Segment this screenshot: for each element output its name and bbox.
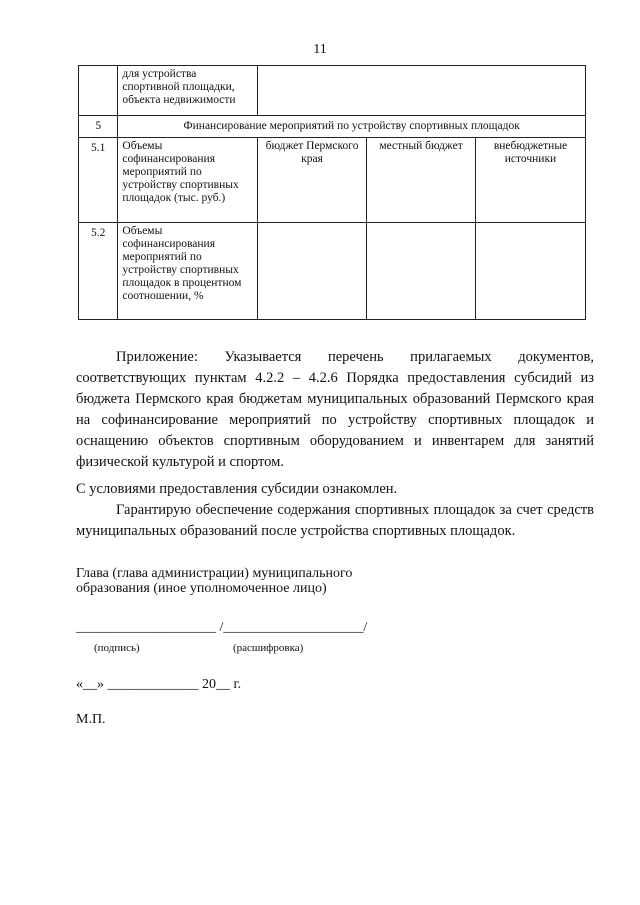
table-row (79, 138, 586, 223)
column-extrabudgetary: внебюджетные источники (476, 138, 586, 223)
value-cell (257, 223, 366, 320)
attachment-paragraph: Приложение: Указывается перечень прилагаемых документов, соответствующих пунктам 4.2.2 – 4.2.6 Порядка предоставления субсидий из бюджета Пермского края бюджетам муниципальных образований Пермского края на софинансирование мероприятий по устройству спортивных площадок и оснащению объектов спортивным оборудованием и инвентарем для занятий физической культурой и спортом. (76, 349, 594, 470)
acknowledgement-paragraph: С условиями предоставления субсидии ознакомлен. (76, 481, 398, 497)
signature-caption: (подпись) (94, 642, 140, 654)
guarantee-paragraph: Гарантирую обеспечение содержания спортивных площадок за счет средств муниципальных образований после устройства спортивных площадок. (76, 502, 594, 539)
section-title: Финансирование мероприятий по устройству спортивных площадок (118, 116, 586, 138)
value-cell (367, 223, 476, 320)
date-line: «__» _____________ 20__ г. (76, 677, 242, 692)
table-row (79, 66, 586, 116)
row-number: 5.2 (79, 223, 118, 320)
column-regional-budget: бюджет Пермского края (257, 138, 366, 223)
table-row (79, 223, 586, 320)
row-value-cell (257, 66, 585, 116)
row-number: 5 (79, 116, 118, 138)
application-table (78, 65, 586, 320)
page-number: 11 (313, 42, 327, 57)
signatory-title: Глава (глава администрации) муниципального образования (иное уполномоченное лицо) (76, 566, 353, 596)
row-label: Объемы софинансирования мероприятий по устройству спортивных площадок (тыс. руб.) (118, 138, 258, 223)
signature-line: ____________________ /____________________/ (76, 620, 368, 635)
decoding-caption: (расшифровка) (233, 642, 304, 654)
column-local-budget: местный бюджет (367, 138, 476, 223)
stamp-place: М.П. (76, 712, 106, 727)
row-label: Объемы софинансирования мероприятий по устройству спортивных площадок в процентном соотношении, % (118, 223, 258, 320)
row-number-cell (79, 66, 118, 116)
table-row-section (79, 116, 586, 138)
value-cell (476, 223, 586, 320)
row-number: 5.1 (79, 138, 118, 223)
row-label: для устройства спортивной площадки, объекта недвижимости (118, 66, 258, 116)
